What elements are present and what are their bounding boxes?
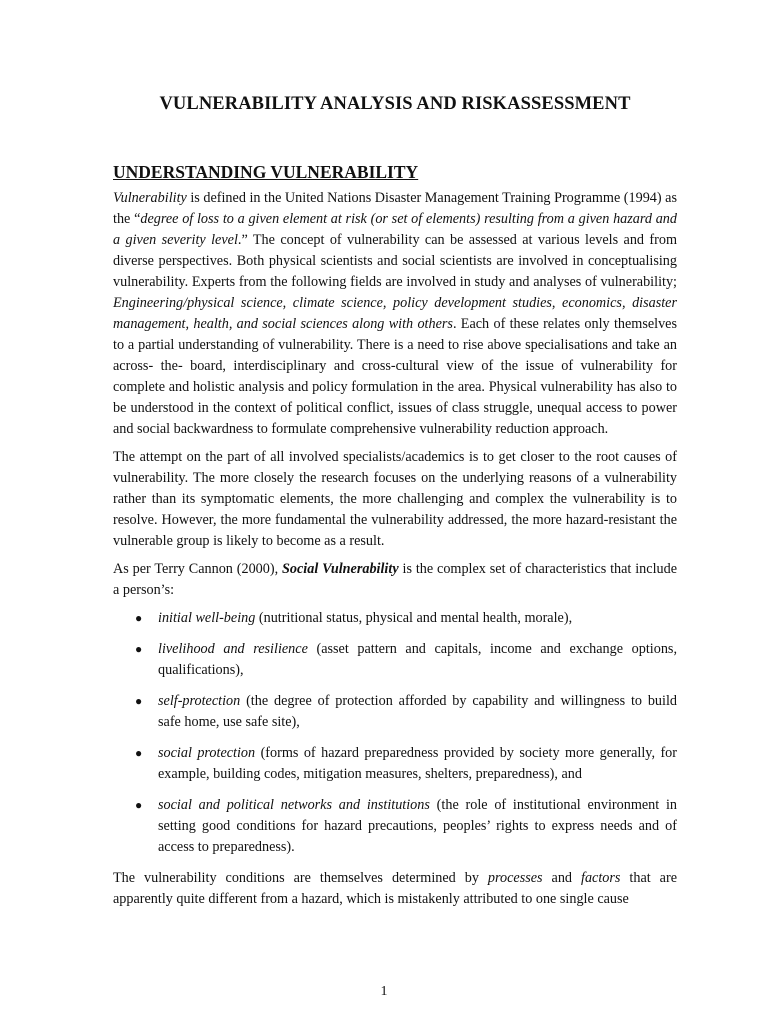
term-factors: factors xyxy=(581,870,621,886)
paragraph-root-causes: The attempt on the part of all involved specialists/academics is to get closer to the root causes of vulnerability. The more closely the research focuses on the underlying reasons of a vulnerability rather than its symptomatic elements, the more challenging and complex the vulnerability is to resolve. However, the more fundamental the vulnerability addressed, the more hazard-resistant the vulnerable group is likely to become as a result. xyxy=(113,449,677,549)
term-social-vulnerability: Social Vulnerability xyxy=(282,561,399,577)
text-run: is the complex set of characteristics that include a person’s: xyxy=(113,561,677,598)
text-run: is defined in the United Nations Disaster Management Training Programme (1994) as the “ xyxy=(113,190,677,227)
fields-list: Engineering/physical science, climate science, policy development studies, economics, disaster management, health, and social sciences along with others xyxy=(113,295,677,332)
document-title: VULNERABILITY ANALYSIS AND RISKASSESSMENT xyxy=(159,94,631,114)
section-heading: UNDERSTANDING VULNERABILITY xyxy=(113,162,419,182)
list-item xyxy=(113,608,677,629)
bullet-icon: ● xyxy=(135,746,143,760)
term-processes: processes xyxy=(487,870,543,886)
bullet-icon: ● xyxy=(135,694,143,708)
list-item-term: self-protection xyxy=(158,693,241,709)
definition-quote: degree of loss to a given element at risk (or set of elements) resulting from a given hazard and a given severity level xyxy=(113,211,677,248)
bullet-icon: ● xyxy=(135,611,143,625)
term-vulnerability: Vulnerability xyxy=(113,190,187,206)
text-run: and xyxy=(542,870,582,886)
list-item-term: social and political networks and institutions xyxy=(158,797,430,813)
text-run: .” The concept of vulnerability can be assessed at various levels and from diverse perspectives. Both physical scientists and social scientists are involved in conceptualising vulnerability. Experts from the following fields are involved in study and analyses of vulnerability; xyxy=(113,232,677,290)
list-item-term: social protection xyxy=(158,745,256,761)
text-run: As per Terry Cannon (2000), xyxy=(113,561,283,577)
list-item-desc: (the degree of protection afforded by capability and willingness to build safe home, use safe site), xyxy=(158,693,677,730)
bullet-icon: ● xyxy=(135,642,143,656)
paragraph-definition xyxy=(113,188,677,440)
list-item xyxy=(113,743,677,785)
text-run: . Each of these relates only themselves to a partial understanding of vulnerability. There is a need to rise above specialisations and take an across- the- board, interdisciplinary and cross-cultural view of the issue of vulnerability for complete and holistic analysis and policy formulation in the area. Physical vulnerability has also to be understood in the context of political conflict, issues of class struggle, unequal access to power and social backwardness to formulate comprehensive vulnerability reduction approach. xyxy=(113,316,677,437)
list-item xyxy=(113,795,677,858)
list-item-term: initial well-being xyxy=(158,610,256,626)
list-item-desc: (forms of hazard preparedness provided by society more generally, for example, building codes, mitigation measures, shelters, preparedness), and xyxy=(158,745,677,782)
list-item xyxy=(113,691,677,733)
list-item xyxy=(113,639,677,681)
list-item-desc: (the role of institutional environment in setting good conditions for hazard precautions, peoples’ rights to express needs and of access to preparedness). xyxy=(158,797,677,855)
list-item-desc: (nutritional status, physical and mental health, morale), xyxy=(255,610,573,626)
list-item-desc: (asset pattern and capitals, income and exchange options, qualifications), xyxy=(158,641,677,678)
bullet-icon: ● xyxy=(135,798,143,812)
paragraph-cannon xyxy=(113,559,677,601)
characteristics-list xyxy=(113,608,677,858)
list-item-term: livelihood and resilience xyxy=(158,641,308,657)
page-number: 1 xyxy=(380,984,388,999)
paragraph-conditions xyxy=(113,868,677,910)
text-run: The vulnerability conditions are themselves determined by xyxy=(113,870,488,886)
text-run: that are apparently quite different from a hazard, which is mistakenly attributed to one single cause xyxy=(113,870,677,907)
